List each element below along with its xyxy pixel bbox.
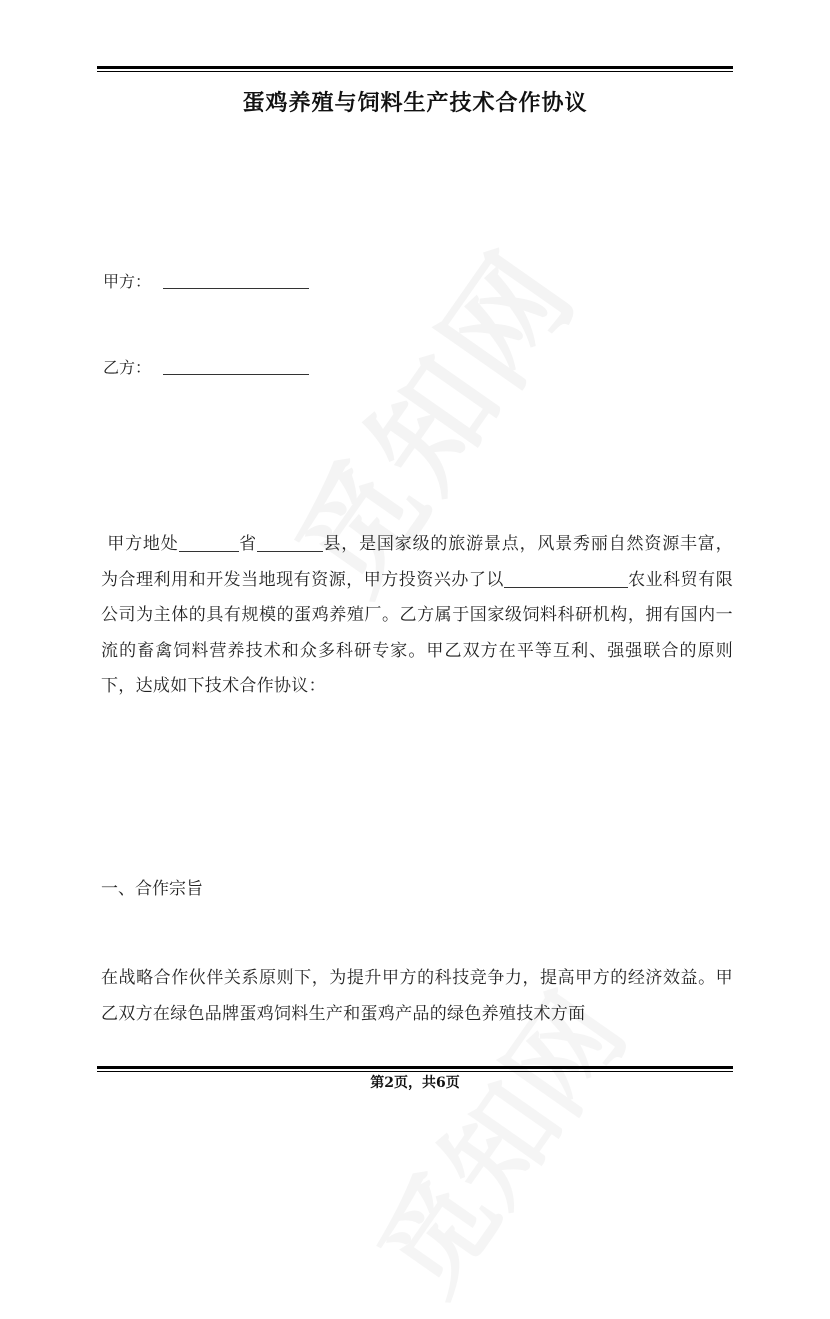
section-1-body <box>101 961 733 1032</box>
intro-paragraph <box>101 527 733 705</box>
province-blank[interactable] <box>179 533 239 552</box>
party-b-blank[interactable] <box>163 358 309 375</box>
company-name-blank[interactable] <box>504 569 628 588</box>
party-b-label: 乙方： <box>103 358 152 377</box>
party-a-line <box>103 271 309 293</box>
header-rule <box>97 66 733 72</box>
county-blank[interactable] <box>257 533 323 552</box>
intro-seg4: 农业科贸有限公司为主体的具有规模的蛋鸡养殖厂。乙方属于国家级饲料科研机构，拥有国内一流的畜禽饲料营养技术和众多科研专家。甲乙双方在平等互利、强强联合的原则下，达成如下技术合作协议： <box>101 569 733 696</box>
page-number: 第2页，共6页 <box>370 1075 460 1091</box>
party-a-blank[interactable] <box>163 272 309 289</box>
section-1-text: 在战略合作伙伴关系原则下，为提升甲方的科技竞争力，提高甲方的经济效益。甲乙双方在绿色品牌蛋鸡饲料生产和蛋鸡产品的绿色养殖技术方面 <box>101 968 733 1024</box>
party-b-line <box>103 357 309 379</box>
intro-seg1: 甲方地处 <box>107 534 179 554</box>
document-title: 蛋鸡养殖与饲料生产技术合作协议 <box>242 90 588 116</box>
intro-seg2: 省 <box>238 534 257 554</box>
party-a-label: 甲方： <box>103 272 152 291</box>
section-1-heading: 一、合作宗旨 <box>101 879 203 899</box>
intro-seg3: 县，是国家级的旅游景点，风景秀丽自然资源丰富，为合理利用和开发当地现有资源，甲方投资兴办了以 <box>101 534 733 590</box>
